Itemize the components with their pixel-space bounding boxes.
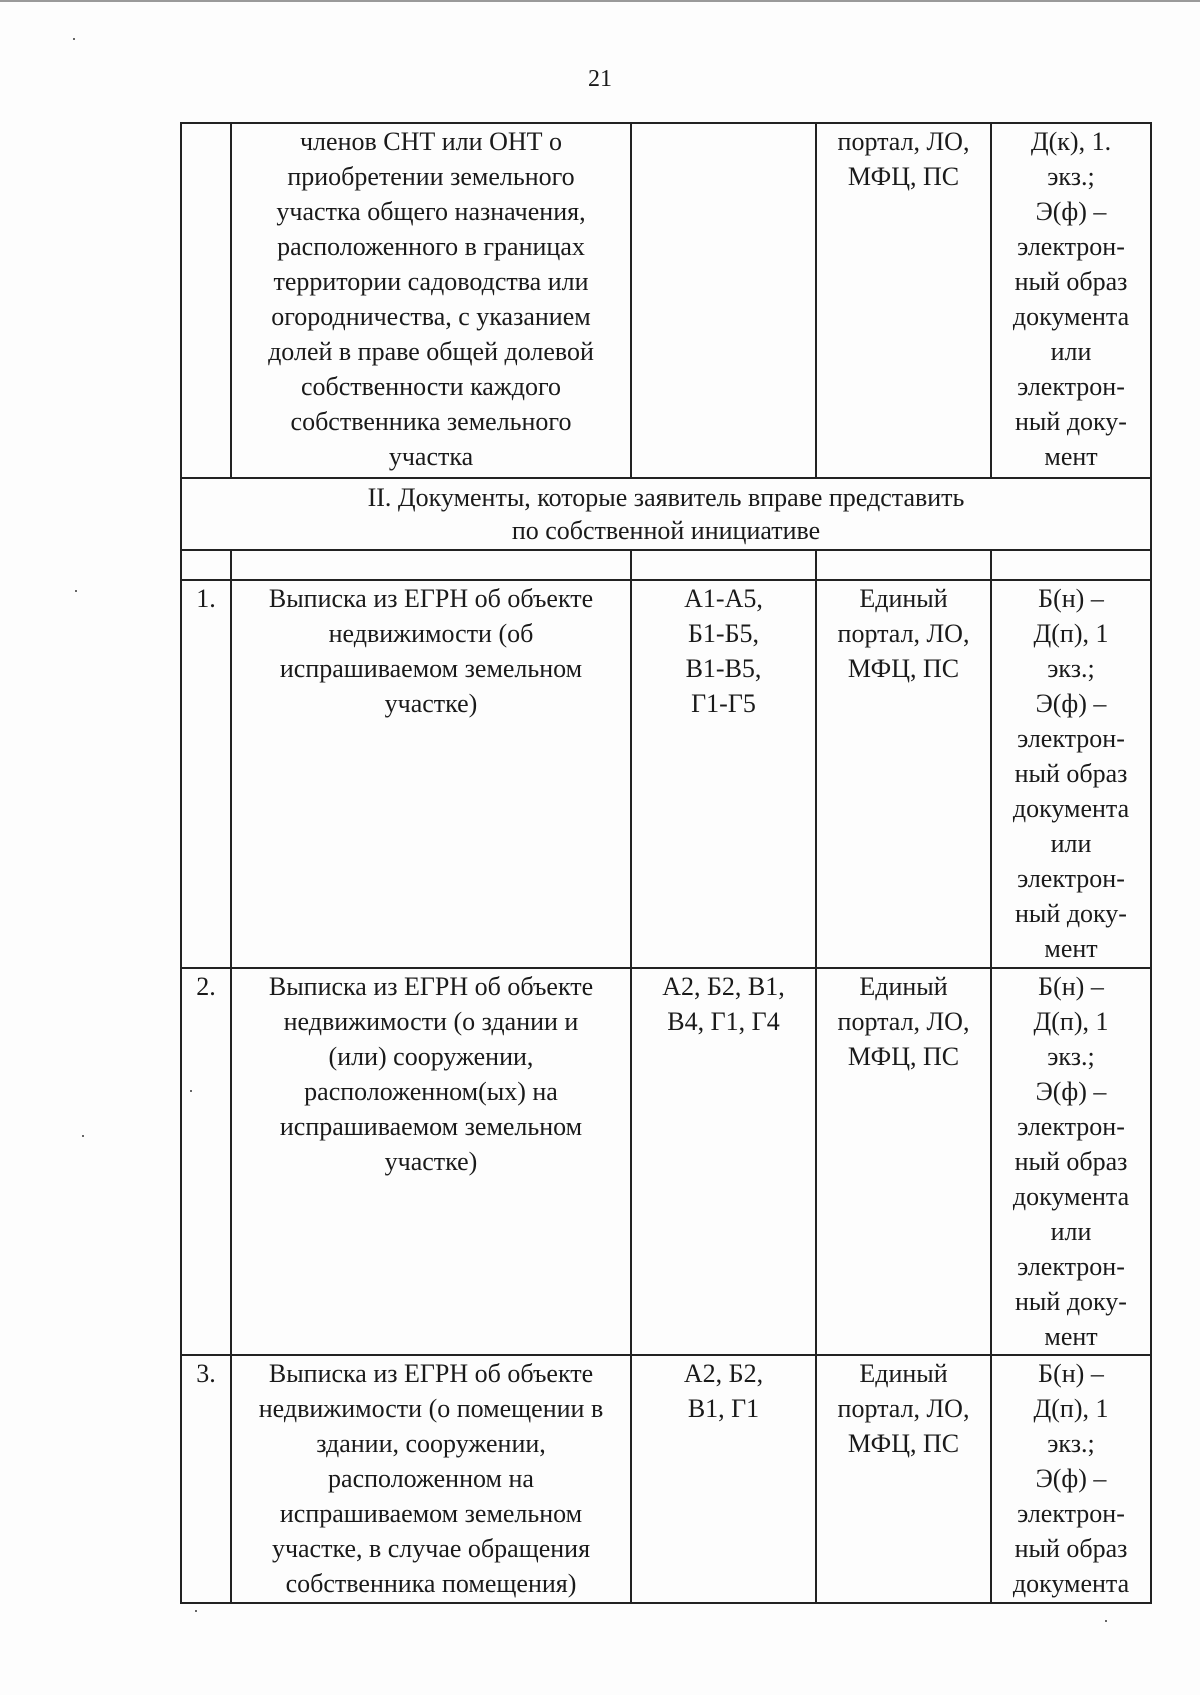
- cell-text-line: мент: [1044, 442, 1098, 471]
- cell-text-line: собственника помещения): [285, 1569, 577, 1598]
- cell-text-line: документа: [1012, 1182, 1130, 1211]
- cell-text-line: расположенном(ых) на: [304, 1077, 558, 1106]
- blank-cell: [816, 550, 991, 580]
- section-title-line1: II. Документы, которые заявитель вправе представить: [367, 483, 965, 512]
- scan-speck: [73, 38, 75, 40]
- cell-text-line: документа: [1012, 794, 1130, 823]
- channels-cell: [816, 1355, 991, 1603]
- cell-text-line: ный образ: [1014, 267, 1128, 296]
- cell-text-line: или: [1050, 829, 1092, 858]
- cell-text-line: экз.;: [1047, 162, 1095, 191]
- description-cell: [231, 580, 631, 968]
- row-num-cell: 3.: [181, 1355, 231, 1603]
- section-header-row: [181, 478, 1151, 550]
- cell-text-line: Выписка из ЕГРН об объекте: [268, 972, 594, 1001]
- cell-text-line: собственности каждого: [300, 372, 562, 401]
- row-num-cell: 2.: [181, 968, 231, 1355]
- cell-text-line: Б(н) –: [1038, 584, 1104, 613]
- scan-speck: [195, 1610, 197, 1612]
- cell-text-line: здании, сооружении,: [316, 1429, 546, 1458]
- table-row: [181, 1355, 1151, 1603]
- cell-text-line: членов СНТ или ОНТ о: [299, 127, 563, 156]
- cell-text-line: участке): [384, 1147, 478, 1176]
- cell-text-line: портал, ЛО,: [837, 127, 970, 156]
- channels-cell: [816, 123, 991, 478]
- cell-text-line: Д(п), 1: [1033, 1007, 1109, 1036]
- cell-text-line: или: [1050, 337, 1092, 366]
- blank-cell: [231, 550, 631, 580]
- cell-text-line: портал, ЛО,: [837, 619, 970, 648]
- cell-text-line: мент: [1044, 934, 1098, 963]
- cell-text-line: Единый: [859, 972, 948, 1001]
- cell-text-line: экз.;: [1047, 1429, 1095, 1458]
- blank-cell: [991, 550, 1151, 580]
- cell-text-line: Б(н) –: [1038, 1359, 1104, 1388]
- cell-text-line: А1-А5,: [684, 584, 763, 613]
- cell-text-line: электрон-: [1017, 1499, 1125, 1528]
- blank-cell: [181, 550, 231, 580]
- top-edge-line: [0, 0, 1200, 2]
- cell-text-line: или: [1050, 1217, 1092, 1246]
- cell-text-line: Э(ф) –: [1035, 1464, 1107, 1493]
- cell-text-line: недвижимости (об: [328, 619, 534, 648]
- cell-text-line: приобретении земельного: [287, 162, 575, 191]
- cell-text-line: ный доку-: [1015, 407, 1127, 436]
- cell-text-line: Единый: [859, 1359, 948, 1388]
- page-number: 21: [588, 66, 612, 92]
- cell-text-line: МФЦ, ПС: [847, 162, 960, 191]
- cell-text-line: МФЦ, ПС: [847, 654, 960, 683]
- cell-text-line: Выписка из ЕГРН об объекте: [268, 584, 594, 613]
- cell-text-line: электрон-: [1017, 232, 1125, 261]
- description-cell: [231, 968, 631, 1355]
- row-num-cell: [181, 123, 231, 478]
- cell-text-line: недвижимости (о здании и: [283, 1007, 579, 1036]
- blank-cell: [631, 550, 816, 580]
- scan-speck: [1105, 1620, 1107, 1622]
- cell-text-line: Д(п), 1: [1033, 619, 1109, 648]
- cell-text-line: В4, Г1, Г4: [667, 1007, 780, 1036]
- cell-text-line: Д(к), 1.: [1030, 127, 1112, 156]
- scan-speck: [75, 590, 77, 592]
- cell-text-line: расположенного в границах: [277, 232, 585, 261]
- cell-text-line: собственника земельного: [290, 407, 572, 436]
- cell-text-line: МФЦ, ПС: [847, 1429, 960, 1458]
- cell-text-line: В1, Г1: [687, 1394, 760, 1423]
- cell-text-line: документа: [1012, 302, 1130, 331]
- channels-cell: [816, 968, 991, 1355]
- cell-text-line: Э(ф) –: [1035, 1077, 1107, 1106]
- cell-text-line: электрон-: [1017, 864, 1125, 893]
- cell-text-line: Г1-Г5: [691, 689, 756, 718]
- cell-text-line: ный доку-: [1015, 1287, 1127, 1316]
- cell-text-line: Б1-Б5,: [687, 619, 760, 648]
- cell-text-line: Единый: [859, 584, 948, 613]
- cell-text-line: территории садоводства или: [273, 267, 589, 296]
- cell-text-line: ный доку-: [1015, 899, 1127, 928]
- cell-text-line: Э(ф) –: [1035, 689, 1107, 718]
- cell-text-line: экз.;: [1047, 654, 1095, 683]
- cell-text-line: расположенном на: [328, 1464, 534, 1493]
- cell-text-line: недвижимости (о помещении в: [258, 1394, 604, 1423]
- scan-speck: [190, 1090, 192, 1092]
- section-header: [181, 478, 1151, 550]
- cell-text-line: Д(п), 1: [1033, 1394, 1109, 1423]
- cell-text-line: испрашиваемом земельном: [279, 1112, 583, 1141]
- cell-text-line: В1-В5,: [685, 654, 762, 683]
- cell-text-line: А2, Б2,: [683, 1359, 764, 1388]
- row-num-cell: 1.: [181, 580, 231, 968]
- cell-text-line: участка: [388, 442, 474, 471]
- section-title-line2: по собственной инициативе: [511, 516, 821, 545]
- cell-text-line: огородничества, с указанием: [271, 302, 591, 331]
- format-cell: [991, 1355, 1151, 1603]
- cell-text-line: документа: [1012, 1569, 1130, 1598]
- cell-text-line: мент: [1044, 1322, 1098, 1351]
- format-cell: [991, 123, 1151, 478]
- documents-table: [180, 122, 1152, 1604]
- cell-text-line: участке, в случае обращения: [271, 1534, 591, 1563]
- cell-text-line: портал, ЛО,: [837, 1007, 970, 1036]
- cell-text-line: электрон-: [1017, 372, 1125, 401]
- scan-speck: [82, 1135, 84, 1137]
- cell-text-line: МФЦ, ПС: [847, 1042, 960, 1071]
- blank-row: [181, 550, 1151, 580]
- table-row: [181, 580, 1151, 968]
- cell-text-line: Выписка из ЕГРН об объекте: [268, 1359, 594, 1388]
- cell-text-line: электрон-: [1017, 1252, 1125, 1281]
- cell-text-line: портал, ЛО,: [837, 1394, 970, 1423]
- cell-text-line: Э(ф) –: [1035, 197, 1107, 226]
- cell-text-line: испрашиваемом земельном: [279, 1499, 583, 1528]
- cell-text-line: экз.;: [1047, 1042, 1095, 1071]
- table-row: [181, 968, 1151, 1355]
- cell-text-line: ный образ: [1014, 1534, 1128, 1563]
- categories-cell: [631, 968, 816, 1355]
- table-row-continuation: [181, 123, 1151, 478]
- categories-cell: [631, 123, 816, 478]
- cell-text-line: Б(н) –: [1038, 972, 1104, 1001]
- description-cell: [231, 123, 631, 478]
- format-cell: [991, 968, 1151, 1355]
- channels-cell: [816, 580, 991, 968]
- cell-text-line: ный образ: [1014, 759, 1128, 788]
- categories-cell: [631, 580, 816, 968]
- cell-text-line: электрон-: [1017, 724, 1125, 753]
- categories-cell: [631, 1355, 816, 1603]
- cell-text-line: ный образ: [1014, 1147, 1128, 1176]
- cell-text-line: долей в праве общей долевой: [268, 337, 594, 366]
- cell-text-line: (или) сооружении,: [328, 1042, 534, 1071]
- description-cell: [231, 1355, 631, 1603]
- cell-text-line: электрон-: [1017, 1112, 1125, 1141]
- cell-text-line: А2, Б2, В1,: [662, 972, 785, 1001]
- cell-text-line: участка общего назначения,: [276, 197, 586, 226]
- format-cell: [991, 580, 1151, 968]
- cell-text-line: участке): [384, 689, 478, 718]
- cell-text-line: испрашиваемом земельном: [279, 654, 583, 683]
